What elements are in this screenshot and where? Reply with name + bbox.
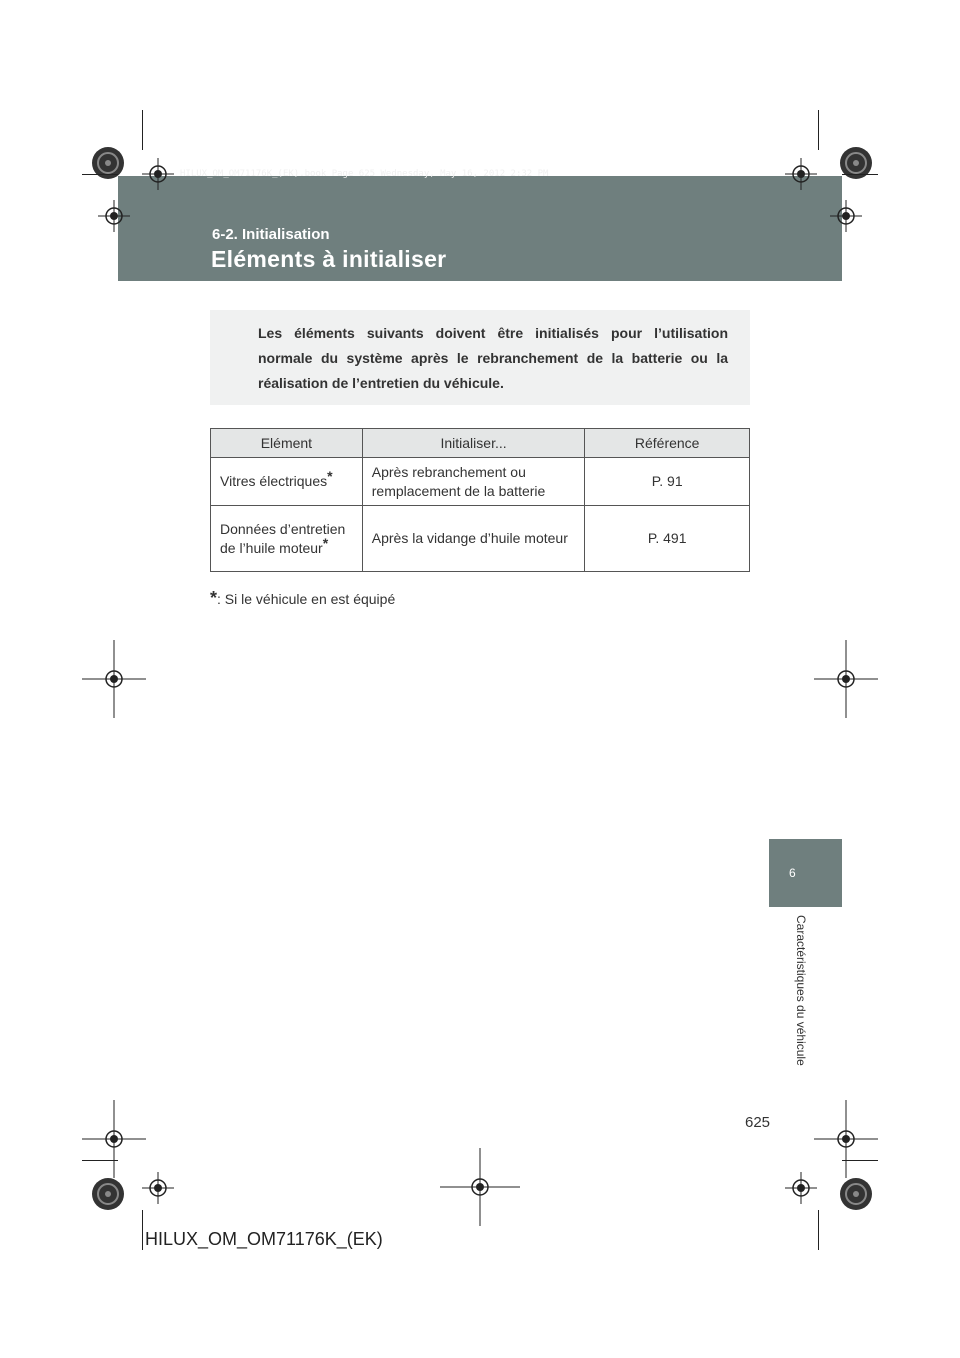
- file-info-line: HILUX_OM_OM71176K_(EK).book Page 625 Wednesday, May 16, 2012 2:32 PM: [180, 169, 549, 179]
- document-code: HILUX_OM_OM71176K_(EK): [145, 1229, 383, 1249]
- registration-mark-icon: [830, 200, 862, 232]
- page-number: 625: [745, 1114, 771, 1131]
- cell-initialize: Après la vidange d’huile moteur: [362, 506, 585, 572]
- star-wheel-icon: [838, 1176, 874, 1212]
- footnote-text: : Si le véhicule en est équipé: [217, 591, 396, 607]
- footnote-mark: *: [327, 468, 333, 484]
- crop-line: [818, 1210, 819, 1250]
- star-wheel-icon: [838, 145, 874, 181]
- element-name: Données d’entretien de l’huile moteur: [220, 520, 346, 556]
- intro-text: Les éléments suivants doivent être initialisés pour l’utilisation normale du système après le rebranchement de la batterie ou la réalisation de l’entretien du véhicule.: [258, 325, 728, 391]
- registration-mark-icon: [82, 1100, 146, 1178]
- registration-mark-icon: [142, 1172, 174, 1204]
- star-wheel-icon: [90, 145, 126, 181]
- crop-line: [842, 174, 878, 175]
- footnote-mark: *: [322, 534, 329, 551]
- section-label: 6-2. Initialisation: [212, 226, 330, 243]
- cell-initialize: Après rebranchement ou remplacement de la batterie: [362, 458, 585, 506]
- column-header-element: Elément: [211, 429, 363, 458]
- cell-element: [211, 458, 363, 506]
- table-row: [211, 506, 750, 572]
- footnote: [210, 588, 395, 609]
- crop-line: [82, 1160, 118, 1161]
- table-header-row: [211, 429, 750, 458]
- registration-mark-icon: [814, 1100, 878, 1178]
- crop-line: [142, 1210, 143, 1250]
- table-row: [211, 458, 750, 506]
- registration-mark-icon: [785, 1172, 817, 1204]
- column-header-initialize: Initialiser...: [362, 429, 585, 458]
- star-wheel-icon: [90, 1176, 126, 1212]
- chapter-number: 6: [789, 866, 796, 880]
- element-name: Vitres électriques: [220, 473, 328, 489]
- initialization-table: [210, 428, 750, 572]
- footnote-star: *: [210, 588, 218, 608]
- chapter-label: Caractéristiques du véhicule: [794, 915, 808, 1066]
- registration-mark-icon: [82, 640, 146, 718]
- chapter-tab: [769, 839, 842, 907]
- crop-line: [82, 174, 118, 175]
- registration-mark-icon: [440, 1148, 520, 1226]
- crop-line: [842, 1160, 878, 1161]
- registration-mark-icon: [785, 158, 817, 190]
- crop-line: [818, 110, 819, 150]
- column-header-reference: Référence: [585, 429, 750, 458]
- registration-mark-icon: [98, 200, 130, 232]
- registration-mark-icon: [142, 158, 174, 190]
- registration-mark-icon: [814, 640, 878, 718]
- crop-line: [142, 110, 143, 150]
- cell-element: [211, 506, 363, 572]
- intro-box: [210, 310, 750, 405]
- page-title: Eléments à initialiser: [211, 246, 447, 272]
- cell-reference: P. 491: [585, 506, 750, 572]
- cell-reference: P. 91: [585, 458, 750, 506]
